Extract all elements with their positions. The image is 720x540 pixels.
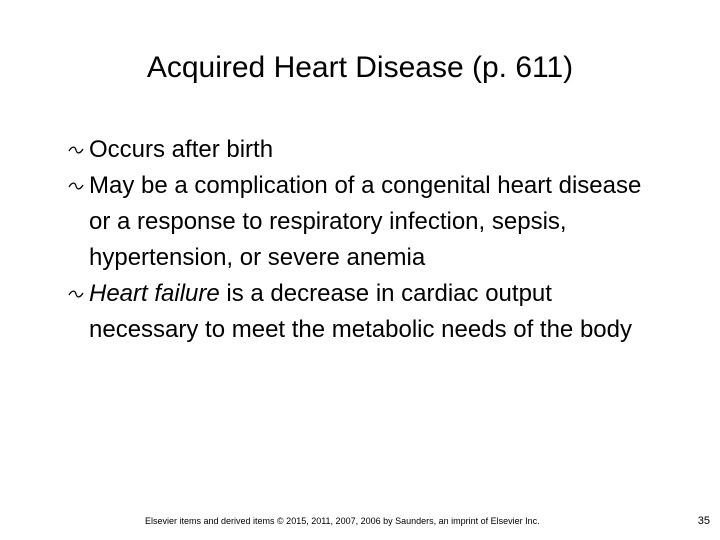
- heart-failure-term: Heart failure: [89, 280, 220, 307]
- bullet-list: [66, 132, 666, 348]
- wavy-bullet-icon: [66, 132, 86, 168]
- bullet-text: Occurs after birth: [89, 136, 274, 163]
- page-number: 35: [697, 515, 710, 527]
- wavy-bullet-icon: [66, 168, 86, 204]
- bullet-text: May be a complication of a congenital heart disease or a response to respiratory infection, sepsis, hypertension, or severe anemia: [89, 172, 642, 271]
- wavy-bullet-icon: [66, 276, 86, 312]
- bullet-item: [66, 276, 666, 348]
- slide-title: Acquired Heart Disease (p. 611): [146, 51, 574, 84]
- bullet-item: [66, 168, 666, 276]
- slide-footer: [0, 512, 720, 532]
- copyright-notice: Elsevier items and derived items © 2015, 2011, 2007, 2006 by Saunders, an imprint of Elsevier Inc.: [145, 516, 540, 526]
- bullet-item: [66, 132, 666, 168]
- bullet-text: Heart failure is a decrease in cardiac output necessary to meet the metabolic needs of the body: [89, 280, 632, 343]
